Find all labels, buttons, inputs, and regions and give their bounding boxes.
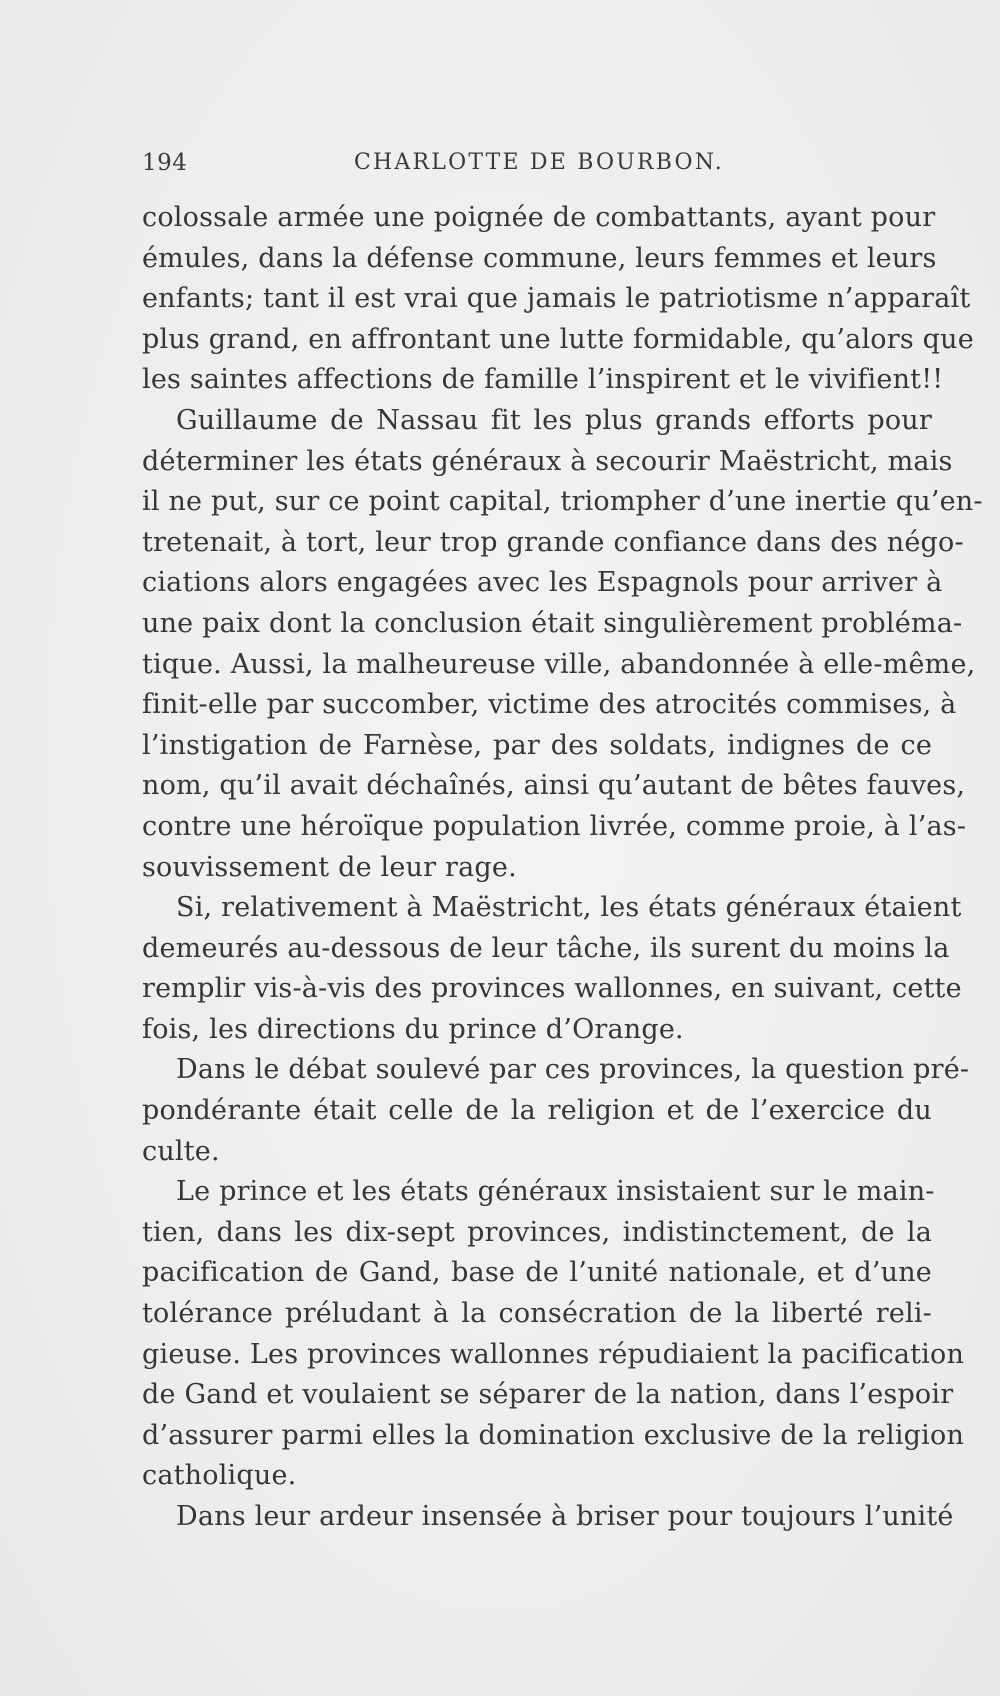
text-line: colossale armée une poignée de combattants, ayant pour	[142, 202, 936, 233]
text-line: d’assurer parmi elles la domination exclusive de la religion	[142, 1419, 965, 1451]
paragraph-start-line: Guillaume de Nassau fit les plus grands efforts pour	[176, 404, 932, 436]
page-number: 194	[142, 150, 188, 176]
text-line: finit-elle par succomber, victime des atrocités commises, à	[142, 689, 957, 721]
text-line: catholique.	[142, 1460, 297, 1492]
text-line: enfants; tant il est vrai que jamais le patriotisme n’apparaît	[142, 283, 971, 315]
body-text	[142, 198, 983, 1538]
text-line: déterminer les états généraux à secourir Maëstricht, mais	[142, 445, 953, 477]
text-line: nom, qu’il avait déchaînés, ainsi qu’autant de bêtes fauves,	[142, 770, 966, 802]
paragraph-start-line: Dans leur ardeur insensée à briser pour toujours l’unité	[176, 1501, 954, 1532]
text-line: contre une héroïque population livrée, comme proie, à l’as-	[142, 810, 967, 842]
paragraph-start-line: Si, relativement à Maëstricht, les états généraux étaient	[176, 892, 962, 924]
text-line: demeurés au-dessous de leur tâche, ils surent du moins la	[142, 932, 950, 964]
page-header	[142, 150, 932, 180]
text-line: culte.	[142, 1135, 220, 1167]
text-line: émules, dans la défense commune, leurs femmes et leurs	[142, 242, 937, 274]
text-line: remplir vis-à-vis des provinces wallonnes, en suivant, cette	[142, 973, 962, 1005]
text-line: tien, dans les dix-sept provinces, indistinctement, de la	[142, 1216, 932, 1248]
text-line: pondérante était celle de la religion et de l’exercice du	[142, 1095, 932, 1127]
text-line: ciations alors engagées avec les Espagnols pour arriver à	[142, 567, 943, 599]
text-line: fois, les directions du prince d’Orange.	[142, 1013, 684, 1045]
text-line: plus grand, en affrontant une lutte formidable, qu’alors que	[142, 323, 974, 355]
text-line: il ne put, sur ce point capital, triompher d’une inertie qu’en-	[142, 486, 983, 518]
text-line: tretenait, à tort, leur trop grande confiance dans des négo-	[142, 526, 964, 558]
text-line: de Gand et voulaient se séparer de la nation, dans l’espoir	[142, 1379, 954, 1411]
text-line: l’instigation de Farnèse, par des soldats, indignes de ce	[142, 729, 932, 761]
text-line: tolérance préludant à la consécration de la liberté reli-	[142, 1298, 932, 1330]
paragraph-start-line: Le prince et les états généraux insistaient sur le main-	[176, 1176, 935, 1208]
paragraph-start-line: Dans le débat soulevé par ces provinces, la question pré-	[176, 1054, 970, 1086]
text-line: une paix dont la conclusion était singulièrement probléma-	[142, 607, 963, 639]
text-line: tique. Aussi, la malheureuse ville, abandonnée à elle-même,	[142, 648, 976, 680]
text-line: pacification de Gand, base de l’unité nationale, et d’une	[142, 1257, 932, 1289]
text-line: gieuse. Les provinces wallonnes répudiaient la pacification	[142, 1338, 965, 1370]
text-line: les saintes affections de famille l’inspirent et le vivifient!!	[142, 364, 944, 396]
running-title: CHARLOTTE DE BOURBON.	[354, 150, 724, 175]
text-line: souvissement de leur rage.	[142, 851, 517, 883]
